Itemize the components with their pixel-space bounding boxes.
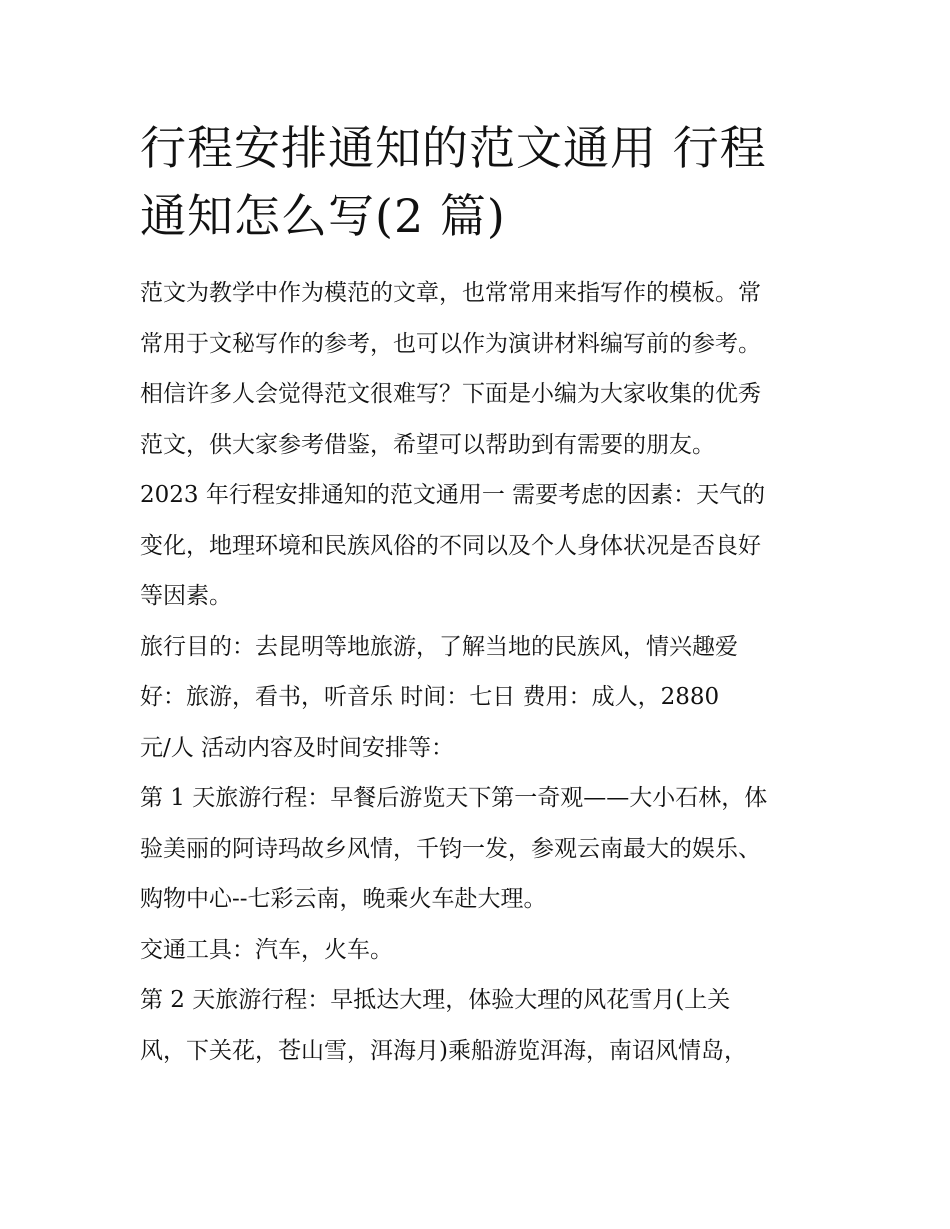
text-line: 范文，供大家参考借鉴，希望可以帮助到有需要的朋友。 bbox=[140, 431, 715, 458]
text-line: 验美丽的阿诗玛故乡风情，千钧一发，参观云南最大的娱乐、 bbox=[140, 835, 761, 862]
trip-purpose-paragraph bbox=[140, 622, 820, 774]
transport-paragraph bbox=[140, 925, 820, 976]
text-line: 第 2 天旅游行程：早抵达大理，体验大理的风花雪月(上关 bbox=[140, 987, 731, 1013]
text-line: 元/人 活动内容及时间安排等： bbox=[140, 734, 455, 761]
text-line: 第 1 天旅游行程：早餐后游览天下第一奇观——大小石林，体 bbox=[140, 785, 768, 811]
text-line: 旅行目的：去昆明等地旅游，了解当地的民族风，情兴趣爱 bbox=[140, 633, 738, 660]
day-1-paragraph bbox=[140, 773, 820, 925]
text-line: 等因素。 bbox=[140, 583, 232, 609]
text-line: 交通工具：汽车，火车。 bbox=[140, 936, 393, 963]
document-title bbox=[140, 114, 820, 250]
considerations-paragraph bbox=[140, 470, 820, 622]
text-line: 相信许多人会觉得范文很难写？下面是小编为大家收集的优秀 bbox=[140, 381, 761, 407]
text-line: 常用于文秘写作的参考，也可以作为演讲材料编写前的参考。 bbox=[140, 330, 761, 357]
title-line: 行程安排通知的范文通用 行程 bbox=[140, 121, 767, 175]
title-line: 通知怎么写(2 篇) bbox=[140, 189, 506, 243]
text-line: 2023 年行程安排通知的范文通用一 需要考虑的因素：天气的 bbox=[140, 482, 766, 508]
text-line: 好：旅游，看书，听音乐 时间：七日 费用：成人，2880 bbox=[140, 684, 720, 710]
text-line: 变化，地理环境和民族风俗的不同以及个人身体状况是否良好 bbox=[140, 532, 761, 559]
text-line: 风，下关花，苍山雪，洱海月)乘船游览洱海，南诏风情岛， bbox=[140, 1037, 747, 1064]
day-2-paragraph bbox=[140, 975, 820, 1076]
intro-paragraph bbox=[140, 268, 820, 470]
text-line: 购物中心--七彩云南，晚乘火车赴大理。 bbox=[140, 886, 547, 912]
document-content bbox=[140, 114, 820, 1076]
text-line: 范文为教学中作为模范的文章，也常常用来指写作的模板。常 bbox=[140, 280, 761, 306]
